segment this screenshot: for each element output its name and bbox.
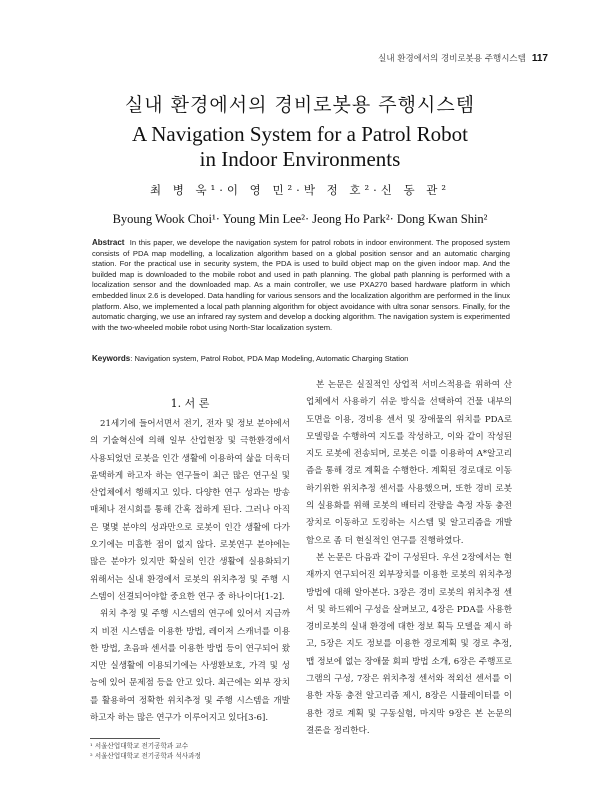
left-column <box>90 416 290 727</box>
keywords <box>92 354 510 363</box>
footnote: ² 서울산업대학교 전기공학과 석사과정 <box>90 751 201 760</box>
footnote-divider <box>90 738 160 739</box>
running-head <box>0 52 548 64</box>
paragraph: 본 논문은 다음과 같이 구성된다. 우선 2장에서는 현재까지 연구되어진 외부장치를 이용한 로봇의 위치추정 방법에 대해 알아본다. 3장은 경비 로봇의 위치추정 센서 및 하드웨어 구성을 살펴보고, 4장은 PDA를 사용한 경비로봇의 실내 환경에 대한 정보 획득 모델을 제시 하고, 5장은 지도 정보를 이용한 경로계획 및 경로 추정, 맵 정보에 없는 장애물 회피 방법 소개, 6장은 주행프로그램의 구성, 7장은 위치추정 센서와 적외선 센서를 이용한 자동 충전 알고리즘 제시, 8장은 시뮬레이터를 이용한 경로 계획 및 구동실험, 마지막 9장은 본 논문의 결론을 정리한다. <box>306 552 512 736</box>
running-head-title: 실내 환경에서의 경비로봇용 주행시스템 <box>378 54 526 64</box>
paper-title-english <box>0 122 600 172</box>
keywords-text: : Navigation system, Patrol Robot, PDA Map Modeling, Automatic Charging Station <box>130 354 409 363</box>
paper-title-korean: 실내 환경에서의 경비로봇용 주행시스템 <box>124 94 476 116</box>
paragraph: 위치 추정 및 주행 시스템의 연구에 있어서 지금까지 비전 시스템을 이용한 방법, 레이저 스캐너를 이용한 방법, 초음파 센서를 이용한 방법 등이 연구되어 왔지만 실생활에 이용되기에는 사생환보호, 가격 및 성능에 있어 문제점 등을 안고 있다. 최근에는 외부 장치를 활용하여 정확한 위치추정 및 주행 시스템을 개발 하고자 하는 많은 연구가 이루어지고 있다[3-6]. <box>90 609 290 724</box>
section-heading: 1. 서 론 <box>170 397 210 410</box>
right-column <box>306 377 512 740</box>
paragraph: 21세기에 들어서면서 전기, 전자 및 정보 분야에서의 기술혁신에 의해 일부 산업현장 및 극한환경에서 사용되었던 로봇을 인간 생활에 이용하여 삶을 더욱더 윤택하게 하고자 하는 연구들이 최근 많은 연구실 및 산업체에서 행해지고 있다. 다양한 연구 성과는 방송매체나 전시회를 통해 간혹 접하게 된다. 그러나 아직은 몇몇 분야의 성과만으로 로봇이 인간 생활에 다가오기에는 미흡한 점이 없지 않다. 로봇연구 분야에는 많은 분야가 있지만 확실히 인간 생활에 실용화되기 위해서는 실내 환경에서 로봇의 위치추정 및 주행 시스템이 선결되어야할 중요한 연구 중 하나이다[1-2]. <box>90 419 290 602</box>
authors-korean: 최 병 욱¹·이 영 민²·박 정 호²·신 동 관² <box>150 183 450 197</box>
page-number: 117 <box>531 53 548 64</box>
paragraph: 본 논문은 실질적인 상업적 서비스적용을 위하여 산업체에서 사용하기 쉬운 방식을 선택하여 건물 내부의 도면을 이용, 경비용 센서 및 장애물의 위치를 PDA로 모델링을 수행하여 지도를 작성하고, 이와 같이 작성된 지도 로봇에 전송되며, 로봇은 이를 이용하여 A*알고리즘을 통해 경로 계획을 수행한다. 계획된 경로대로 이동하기위한 위치추정 센서를 사용했으며, 또한 경비 로봇의 실용화를 위해 로봇의 배터리 잔량을 측정 자동 충전장치로 이동하고 도킹하는 시스템 및 알고리즘을 개발함으로 좀 더 현실적인 연구를 진행하였다. <box>306 380 512 546</box>
footnote: ¹ 서울산업대학교 전기공학과 교수 <box>90 742 189 750</box>
abstract-label: Abstract <box>92 238 125 247</box>
keywords-label: Keywords <box>92 354 131 363</box>
authors-english: Byoung Wook Choi¹· Young Min Lee²· Jeong Ho Park²· Dong Kwan Shin² <box>112 212 488 226</box>
paper-title-english-line-1: A Navigation System for a Patrol Robot <box>132 122 468 146</box>
footnotes <box>90 742 300 761</box>
abstract <box>92 238 510 333</box>
abstract-text: In this paper, we develope the navigation system for patrol robots in indoor environment. The proposed system consists of PDA map modelling, a localization algorithm based on a global position sensor and an automatic charging station. For the practical use in security system, the PDA is used to build object map on the given indoor map. And the builded map is downloaded to the mobile robot and used in path planning. The global path planning is performed with a localization sensor and the downloaded map. As a main controller, we use PXA270 based hardware platform in which embedded linux 2.6 is developed. Data handling for various sensors and the localization algorithm are performed in the linux platform. Also, we implemented a local path planning algorithm for object avoidance with ultra sonar sensors. Finally, for the automatic charging, we use an infrared ray system and develop a docking algorithm. The navigation system is experimented with the two-wheeled mobile robot using North-Star localization system. <box>92 238 510 332</box>
paper-title-english-line-2: in Indoor Environments <box>199 147 401 171</box>
